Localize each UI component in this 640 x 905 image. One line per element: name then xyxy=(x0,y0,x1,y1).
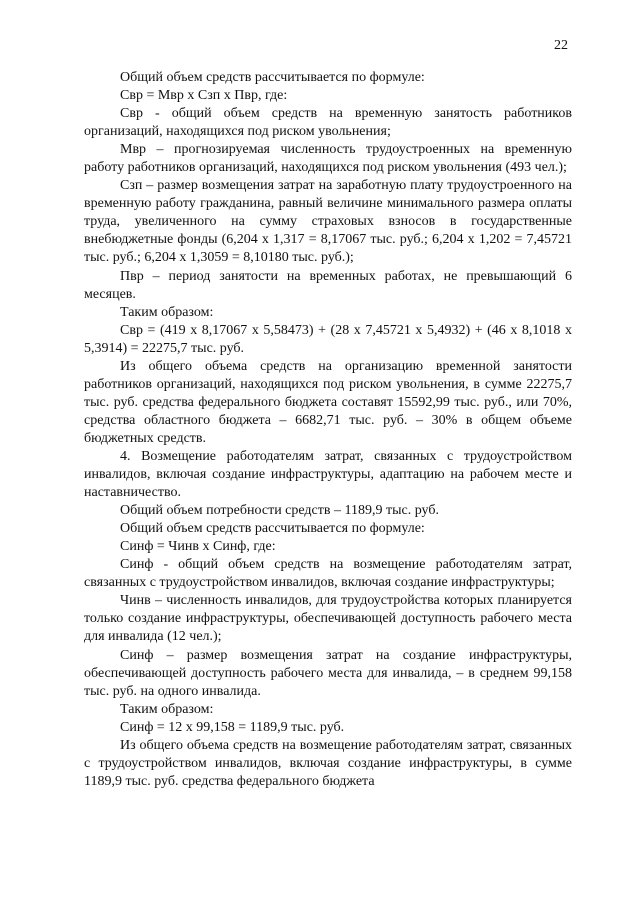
document-body xyxy=(84,69,572,791)
paragraph-formula-intro-2: Общий объем средств рассчитывается по формуле: xyxy=(120,521,425,537)
paragraph-svr-definition: Свр - общий объем средств на временную занятость работников организаций, находящихся под риском увольнения; xyxy=(84,106,572,140)
paragraph-szp-definition: Сзп – размер возмещения затрат на заработную плату трудоустроенного на временную работу гражданина, равный величине минимального размера оплаты труда, увеличенного на сумму страховых взносов в государственные внебюджетные фонды (6,204 х 1,317 = 8,17067 тыс. руб.; 6,204 х 1,202 = 7,45721 тыс. руб.; 6,204 х 1,3059 = 8,10180 тыс. руб.); xyxy=(84,178,572,266)
paragraph-formula-sinf: Синф = Чинв х Синф, где: xyxy=(120,539,276,555)
paragraph-formula-svr: Свр = Мвр х Сзп х Пвр, где: xyxy=(120,88,288,104)
paragraph-section-4-heading: 4. Возмещение работодателям затрат, связанных с трудоустройством инвалидов, включая создание инфраструктуры, адаптацию на рабочем месте и наставничество. xyxy=(84,448,572,501)
paragraph-sinf-calculation: Синф = 12 х 99,158 = 1189,9 тыс. руб. xyxy=(120,719,345,735)
paragraph-sinf-definition: Синф - общий объем средств на возмещение работодателям затрат, связанных с трудоустройством инвалидов, включая создание инфраструктуры; xyxy=(84,557,572,591)
paragraph-chinv-definition: Чинв – численность инвалидов, для трудоустройства которых планируется только создание инфраструктуры, обеспечивающей доступность рабочего места для инвалида (12 чел.); xyxy=(84,593,572,645)
paragraph-total-need: Общий объем потребности средств – 1189,9 тыс. руб. xyxy=(120,503,439,519)
paragraph-formula-intro: Общий объем средств рассчитывается по формуле: xyxy=(120,70,425,85)
paragraph-mvr-definition: Мвр – прогнозируемая численность трудоустроенных на временную работу работников организаций, находящихся под риском увольнения (493 чел.); xyxy=(84,142,572,176)
paragraph-svr-calculation: Свр = (419 х 8,17067 х 5,58473) + (28 х 7,45721 х 5,4932) + (46 х 8,1018 х 5,3914) = 22275,7 тыс. руб. xyxy=(84,322,572,356)
paragraph-thus-1: Таким образом: xyxy=(120,304,214,320)
paragraph-sinf-cost-definition: Синф – размер возмещения затрат на создание инфраструктуры, обеспечивающей доступность рабочего места для инвалида, – в среднем 99,158 тыс. руб. на одного инвалида. xyxy=(84,647,572,699)
paragraph-thus-2: Таким образом: xyxy=(120,701,214,717)
page-number: 22 xyxy=(554,38,568,53)
paragraph-budget-split-1: Из общего объема средств на организацию временной занятости работников организаций, находящихся под риском увольнения, в сумме 22275,7 тыс. руб. средства федерального бюджета составят 15592,99 тыс. руб., или 70%, средства областного бюджета – 6682,71 тыс. руб. – 30% в общем объеме бюджетных средств. xyxy=(84,358,572,446)
paragraph-pvr-definition: Пвр – период занятости на временных работах, не превышающий 6 месяцев. xyxy=(84,268,572,302)
paragraph-budget-split-2: Из общего объема средств на возмещение работодателям затрат, связанных с трудоустройством инвалидов, включая создание инфраструктуры, в сумме 1189,9 тыс. руб. средства федерального бюджета xyxy=(84,737,572,789)
